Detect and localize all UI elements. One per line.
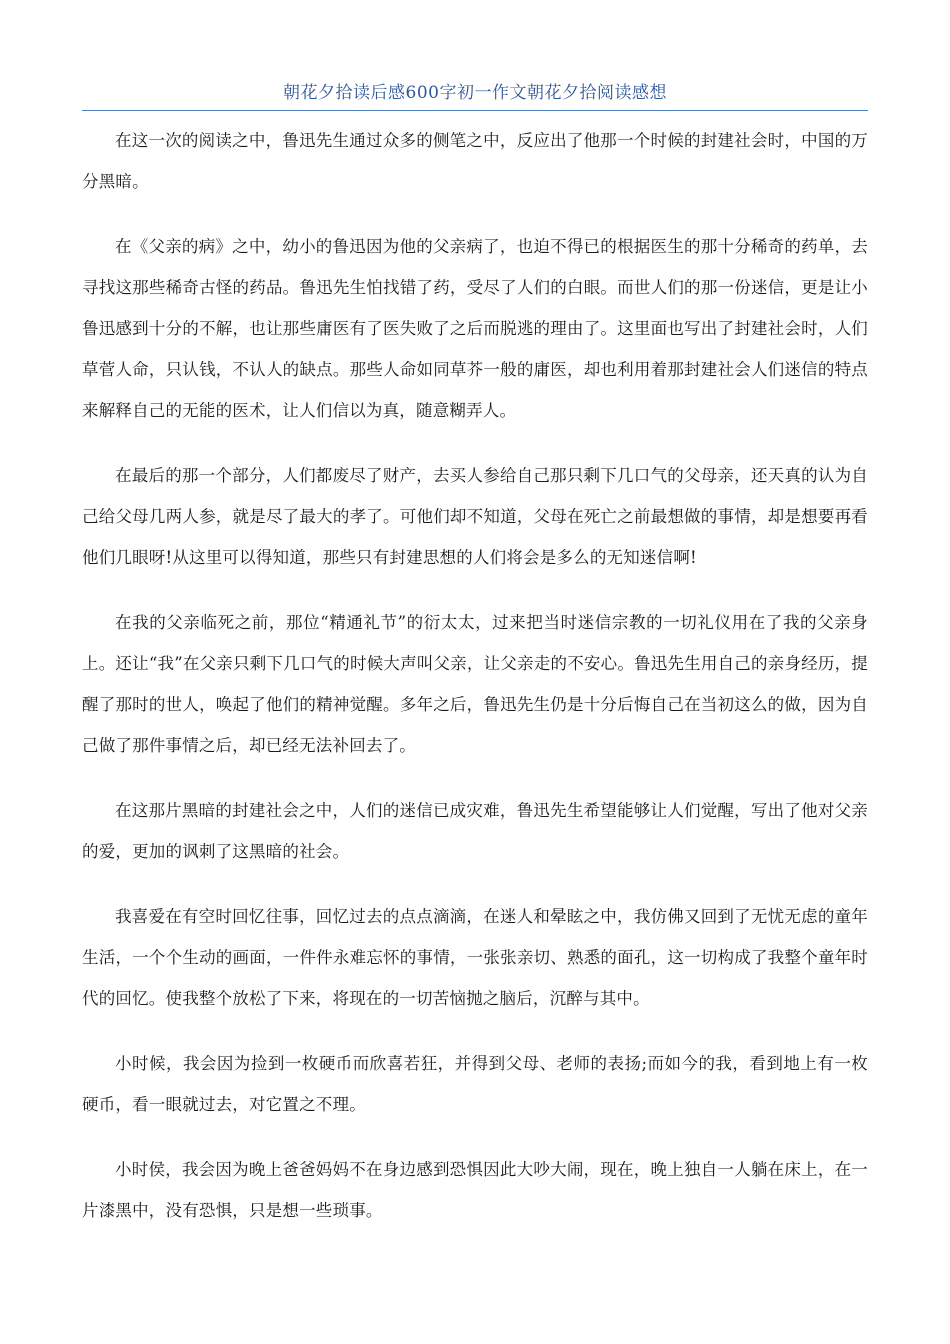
paragraph-7: 小时候，我会因为捡到一枚硬币而欣喜若狂，并得到父母、老师的表扬;而如今的我，看到地上有一枚硬币，看一眼就过去，对它置之不理。 xyxy=(82,1054,868,1114)
document-title: 朝花夕拾读后感600字初一作文朝花夕拾阅读感想 xyxy=(283,83,667,103)
paragraph-5: 在这那片黑暗的封建社会之中，人们的迷信已成灾难，鲁迅先生希望能够让人们觉醒，写出了他对父亲的爱，更加的讽刺了这黑暗的社会。 xyxy=(82,801,868,861)
paragraph-3: 在最后的那一个部分，人们都废尽了财产，去买人参给自己那只剩下几口气的父母亲，还天真的认为自己给父母几两人参，就是尽了最大的孝了。可他们却不知道，父母在死亡之前最想做的事情，却是想要再看他们几眼呀!从这里可以得知道，那些只有封建思想的人们将会是多么的无知迷信啊! xyxy=(82,466,868,567)
paragraph-6: 我喜爱在有空时回忆往事，回忆过去的点点滴滴，在迷人和晕眩之中，我仿佛又回到了无忧无虑的童年生活，一个个生动的画面，一件件永难忘怀的事情，一张张亲切、熟悉的面孔，这一切构成了我整个童年时代的回忆。使我整个放松了下来，将现在的一切苦恼抛之脑后，沉醉与其中。 xyxy=(82,907,868,1008)
page-header xyxy=(82,78,868,111)
paragraph-4: 在我的父亲临死之前，那位“精通礼节”的衍太太，过来把当时迷信宗教的一切礼仪用在了我的父亲身上。还让“我”在父亲只剩下几口气的时候大声叫父亲，让父亲走的不安心。鲁迅先生用自己的亲身经历，提醒了那时的世人，唤起了他们的精神觉醒。多年之后，鲁迅先生仍是十分后悔自己在当初这么的做，因为自己做了那件事情之后，却已经无法补回去了。 xyxy=(82,613,868,755)
paragraph-8: 小时侯，我会因为晚上爸爸妈妈不在身边感到恐惧因此大吵大闹，现在，晚上独自一人躺在床上，在一片漆黑中，没有恐惧，只是想一些琐事。 xyxy=(82,1160,868,1220)
document-body xyxy=(82,120,868,1255)
paragraph-2: 在《父亲的病》之中，幼小的鲁迅因为他的父亲病了，也迫不得已的根据医生的那十分稀奇的药单，去寻找这那些稀奇古怪的药品。鲁迅先生怕找错了药，受尽了人们的白眼。而世人们的那一份迷信，更是让小鲁迅感到十分的不解，也让那些庸医有了医失败了之后而脱逃的理由了。这里面也写出了封建社会时，人们草菅人命，只认钱，不认人的缺点。那些人命如同草芥一般的庸医，却也利用着那封建社会人们迷信的特点来解释自己的无能的医术，让人们信以为真，随意糊弄人。 xyxy=(82,237,868,420)
paragraph-1: 在这一次的阅读之中，鲁迅先生通过众多的侧笔之中，反应出了他那一个时候的封建社会时，中国的万分黑暗。 xyxy=(82,131,868,191)
